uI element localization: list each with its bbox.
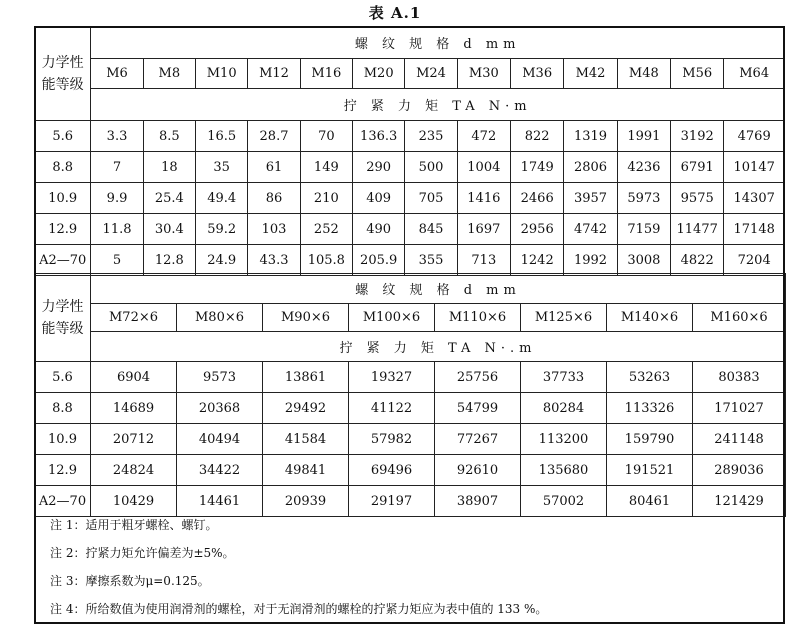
value-cell: 2956: [511, 214, 564, 245]
note-1: 注 1：适用于粗牙螺栓、螺钉。: [50, 518, 218, 532]
value-cell: 705: [405, 183, 457, 214]
value-cell: 171027: [693, 393, 786, 424]
value-cell: 25.4: [143, 183, 195, 214]
value-cell: 1242: [511, 245, 564, 276]
value-cell: 822: [511, 121, 564, 152]
size-cell: M64: [724, 59, 785, 89]
torque-header: 拧 紧 力 矩 TA N·m: [91, 89, 785, 121]
value-cell: 20368: [177, 393, 263, 424]
size-cell: M36: [511, 59, 564, 89]
value-cell: 25756: [435, 362, 521, 393]
note-4: 注 4：所给数值为使用润滑剂的螺栓，对于无润滑剂的螺栓的拧紧力矩应为表中值的 133 %。: [50, 602, 548, 616]
note-3: 注 3：摩擦系数为μ=0.125。: [50, 574, 210, 588]
size-cell: M20: [353, 59, 405, 89]
value-cell: 7204: [724, 245, 785, 276]
value-cell: 49.4: [196, 183, 248, 214]
grade-cell: 8.8: [35, 152, 91, 183]
value-cell: 7159: [617, 214, 670, 245]
value-cell: 355: [405, 245, 457, 276]
value-cell: 80461: [607, 486, 693, 517]
value-cell: 16.5: [196, 121, 248, 152]
value-cell: 2466: [511, 183, 564, 214]
grade-cell: A2—70: [35, 486, 91, 517]
size-cell: M56: [671, 59, 724, 89]
size-cell: M16: [300, 59, 352, 89]
value-cell: 17148: [724, 214, 785, 245]
value-cell: 18: [143, 152, 195, 183]
grade-cell: 12.9: [35, 214, 91, 245]
value-cell: 490: [353, 214, 405, 245]
thread-spec-header: 螺 纹 规 格 d mm: [91, 274, 786, 304]
value-cell: 4822: [671, 245, 724, 276]
value-cell: 845: [405, 214, 457, 245]
value-cell: 3008: [617, 245, 670, 276]
value-cell: 6904: [91, 362, 177, 393]
value-cell: 13861: [263, 362, 349, 393]
value-cell: 1319: [564, 121, 617, 152]
value-cell: 103: [248, 214, 300, 245]
value-cell: 1749: [511, 152, 564, 183]
value-cell: 121429: [693, 486, 786, 517]
size-cell: M10: [196, 59, 248, 89]
value-cell: 4742: [564, 214, 617, 245]
value-cell: 472: [457, 121, 510, 152]
value-cell: 49841: [263, 455, 349, 486]
value-cell: 80383: [693, 362, 786, 393]
value-cell: 205.9: [353, 245, 405, 276]
value-cell: 8.5: [143, 121, 195, 152]
size-cell: M72×6: [91, 304, 177, 332]
size-cell: M100×6: [349, 304, 435, 332]
value-cell: 1004: [457, 152, 510, 183]
value-cell: 57002: [521, 486, 607, 517]
value-cell: 409: [353, 183, 405, 214]
value-cell: 54799: [435, 393, 521, 424]
value-cell: 77267: [435, 424, 521, 455]
value-cell: 86: [248, 183, 300, 214]
value-cell: 37733: [521, 362, 607, 393]
value-cell: 1991: [617, 121, 670, 152]
value-cell: 135680: [521, 455, 607, 486]
value-cell: 1416: [457, 183, 510, 214]
value-cell: 10147: [724, 152, 785, 183]
value-cell: 57982: [349, 424, 435, 455]
value-cell: 29197: [349, 486, 435, 517]
grade-cell: 8.8: [35, 393, 91, 424]
size-cell: M125×6: [521, 304, 607, 332]
grade-cell: 10.9: [35, 424, 91, 455]
value-cell: 24824: [91, 455, 177, 486]
value-cell: 59.2: [196, 214, 248, 245]
outer-frame: [34, 26, 785, 624]
value-cell: 20712: [91, 424, 177, 455]
value-cell: 80284: [521, 393, 607, 424]
value-cell: 4769: [724, 121, 785, 152]
value-cell: 113326: [607, 393, 693, 424]
value-cell: 53263: [607, 362, 693, 393]
value-cell: 3192: [671, 121, 724, 152]
value-cell: 38907: [435, 486, 521, 517]
value-cell: 24.9: [196, 245, 248, 276]
size-cell: M8: [143, 59, 195, 89]
value-cell: 5: [91, 245, 143, 276]
thread-spec-header: 螺 纹 规 格 d mm: [91, 27, 785, 59]
value-cell: 7: [91, 152, 143, 183]
value-cell: 210: [300, 183, 352, 214]
value-cell: 1697: [457, 214, 510, 245]
value-cell: 4236: [617, 152, 670, 183]
value-cell: 10429: [91, 486, 177, 517]
value-cell: 35: [196, 152, 248, 183]
value-cell: 500: [405, 152, 457, 183]
value-cell: 69496: [349, 455, 435, 486]
value-cell: 252: [300, 214, 352, 245]
torque-header: 拧 紧 力 矩 TA N·.m: [91, 332, 786, 362]
value-cell: 159790: [607, 424, 693, 455]
size-cell: M110×6: [435, 304, 521, 332]
value-cell: 19327: [349, 362, 435, 393]
value-cell: 2806: [564, 152, 617, 183]
value-cell: 290: [353, 152, 405, 183]
value-cell: 5973: [617, 183, 670, 214]
value-cell: 14307: [724, 183, 785, 214]
table-title: 表 A.1: [368, 4, 422, 22]
value-cell: 9.9: [91, 183, 143, 214]
value-cell: 28.7: [248, 121, 300, 152]
size-cell: M140×6: [607, 304, 693, 332]
grade-cell: 10.9: [35, 183, 91, 214]
value-cell: 11.8: [91, 214, 143, 245]
note-2: 注 2：拧紧力矩允许偏差为±5%。: [50, 546, 235, 560]
size-cell: M80×6: [177, 304, 263, 332]
size-cell: M30: [457, 59, 510, 89]
value-cell: 92610: [435, 455, 521, 486]
value-cell: 105.8: [300, 245, 352, 276]
size-cell: M12: [248, 59, 300, 89]
size-cell: M160×6: [693, 304, 786, 332]
value-cell: 713: [457, 245, 510, 276]
value-cell: 11477: [671, 214, 724, 245]
value-cell: 289036: [693, 455, 786, 486]
value-cell: 149: [300, 152, 352, 183]
grade-cell: 5.6: [35, 362, 91, 393]
value-cell: 70: [300, 121, 352, 152]
value-cell: 34422: [177, 455, 263, 486]
value-cell: 41122: [349, 393, 435, 424]
value-cell: 113200: [521, 424, 607, 455]
value-cell: 191521: [607, 455, 693, 486]
value-cell: 9575: [671, 183, 724, 214]
value-cell: 20939: [263, 486, 349, 517]
value-cell: 136.3: [353, 121, 405, 152]
value-cell: 6791: [671, 152, 724, 183]
property-class-header: 力学性能等级: [35, 274, 91, 362]
value-cell: 14461: [177, 486, 263, 517]
grade-cell: 12.9: [35, 455, 91, 486]
grade-cell: A2—70: [35, 245, 91, 276]
size-cell: M24: [405, 59, 457, 89]
value-cell: 30.4: [143, 214, 195, 245]
value-cell: 14689: [91, 393, 177, 424]
size-cell: M90×6: [263, 304, 349, 332]
value-cell: 1992: [564, 245, 617, 276]
value-cell: 3957: [564, 183, 617, 214]
value-cell: 29492: [263, 393, 349, 424]
size-cell: M42: [564, 59, 617, 89]
value-cell: 43.3: [248, 245, 300, 276]
value-cell: 235: [405, 121, 457, 152]
grade-cell: 5.6: [35, 121, 91, 152]
value-cell: 41584: [263, 424, 349, 455]
value-cell: 9573: [177, 362, 263, 393]
value-cell: 40494: [177, 424, 263, 455]
property-class-header: 力学性能等级: [35, 27, 91, 121]
value-cell: 3.3: [91, 121, 143, 152]
value-cell: 61: [248, 152, 300, 183]
value-cell: 12.8: [143, 245, 195, 276]
size-cell: M6: [91, 59, 143, 89]
size-cell: M48: [617, 59, 670, 89]
value-cell: 241148: [693, 424, 786, 455]
